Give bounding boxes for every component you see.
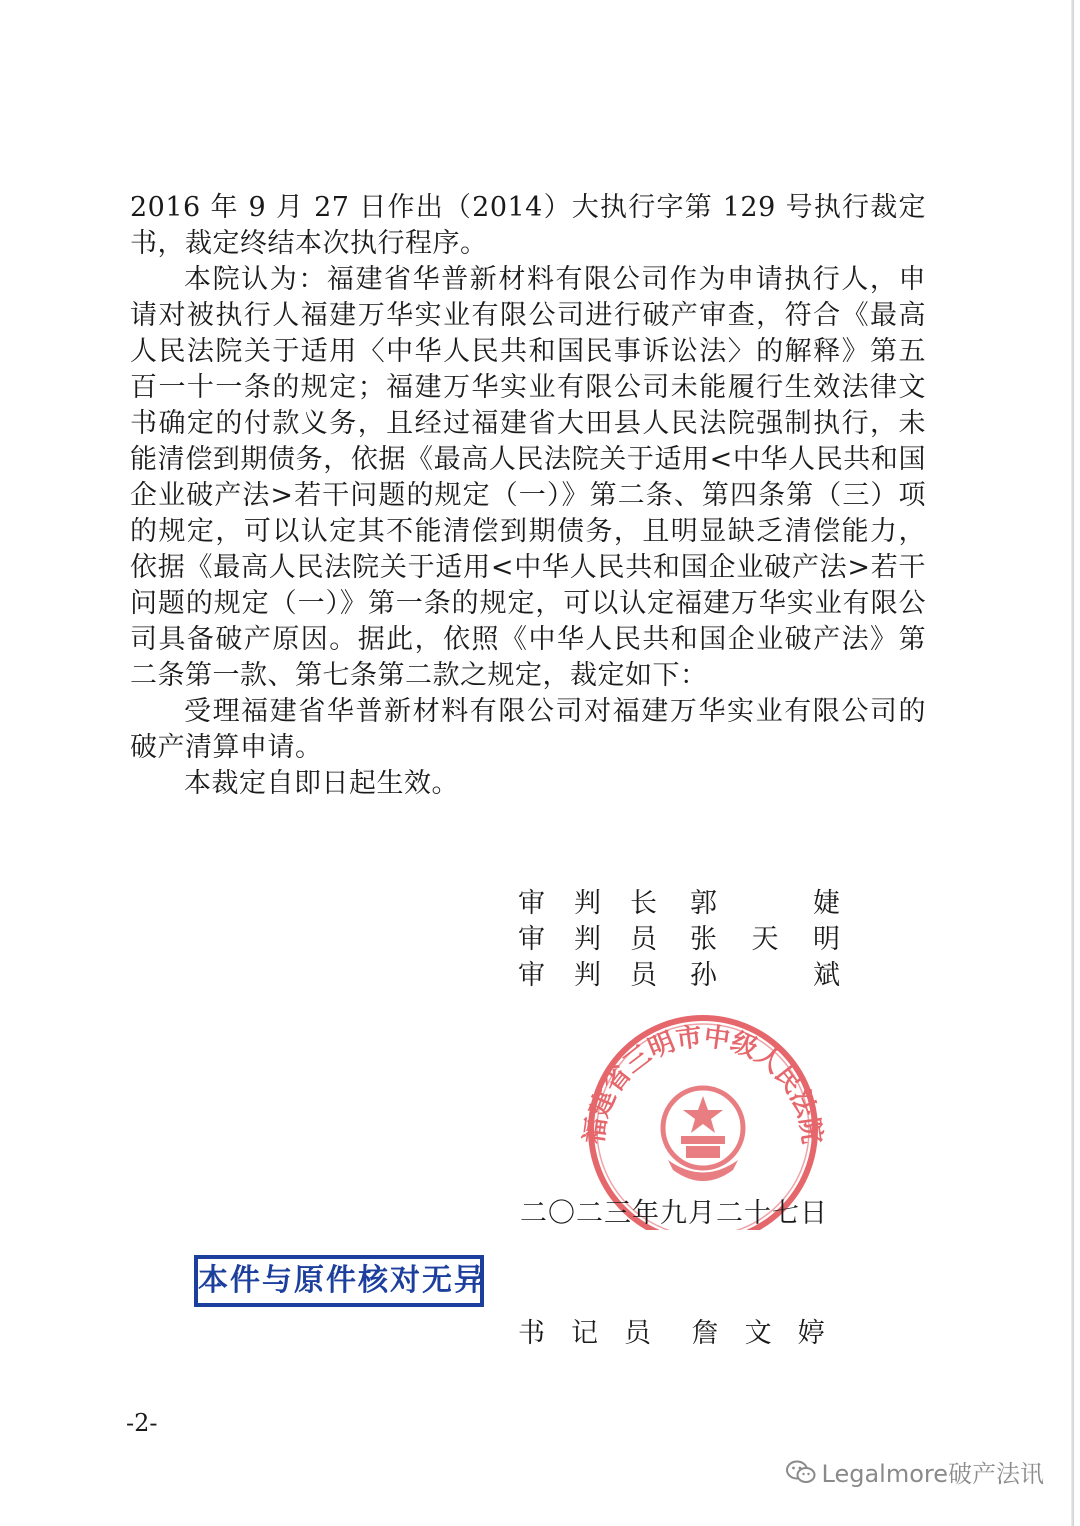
judge-title: 审判员 xyxy=(518,924,686,955)
paragraph-4: 本裁定自即日起生效。 xyxy=(184,768,459,799)
judge-row-1 xyxy=(518,886,838,922)
clerk-title: 书记员 xyxy=(518,1318,677,1349)
paragraph-2: 本院认为：福建省华普新材料有限公司作为申请执行人，申请对被执行人福建万华实业有限公司进行破产审查，符合《最高人民法院关于适用〈中华人民共和国民事诉讼法〉的解释》第五百一十一条的规定；福建万华实业有限公司未能履行生效法律文书确定的付款义务，且经过福建省大田县人民法院强制执行，未能清偿到期债务，依据《最高人民法院关于适用<中华人民共和国企业破产法>若干问题的规定（一）》第二条、第四条第（三）项的规定，可以认定其不能清偿到期债务，且明显缺乏清偿能力，依据《最高人民法院关于适用<中华人民共和国企业破产法>若干问题的规定（一）》第一条的规定，可以认定福建万华实业有限公司具备破产原因。据此，依照《中华人民共和国企业破产法》第二条第一款、第七条第二款之规定，裁定如下： xyxy=(130,264,926,691)
judge-name: 郭婕 xyxy=(690,888,840,919)
paragraph-3: 受理福建省华普新材料有限公司对福建万华实业有限公司的破产清算申请。 xyxy=(130,696,926,763)
document-date: 二〇二三年九月二十七日 xyxy=(520,1198,828,1229)
judge-name: 张天明 xyxy=(690,924,840,955)
verification-stamp: 本件与原件核对无异 xyxy=(194,1255,484,1307)
document-body xyxy=(130,190,926,802)
paragraph-1: 2016 年 9 月 27 日作出（2014）大执行字第 129 号执行裁定书，裁定终结本次执行程序。 xyxy=(130,192,926,259)
watermark-text: Legalmore破产法讯 xyxy=(821,1460,1044,1488)
judge-title: 审判员 xyxy=(518,960,686,991)
clerk-name: 詹文婷 xyxy=(691,1318,851,1349)
page-edge xyxy=(1071,0,1074,1526)
judge-row-3 xyxy=(518,958,838,994)
judge-title: 审判长 xyxy=(518,888,686,919)
seal-text: 福建省三明市中级人民法院 xyxy=(579,1022,827,1146)
page-number: -2- xyxy=(126,1409,158,1437)
judge-row-2 xyxy=(518,922,838,958)
wechat-icon xyxy=(786,1459,816,1485)
watermark xyxy=(786,1454,1045,1489)
judge-name: 孙斌 xyxy=(690,960,840,991)
national-emblem-icon xyxy=(663,1088,743,1181)
clerk-signature xyxy=(518,1316,851,1352)
